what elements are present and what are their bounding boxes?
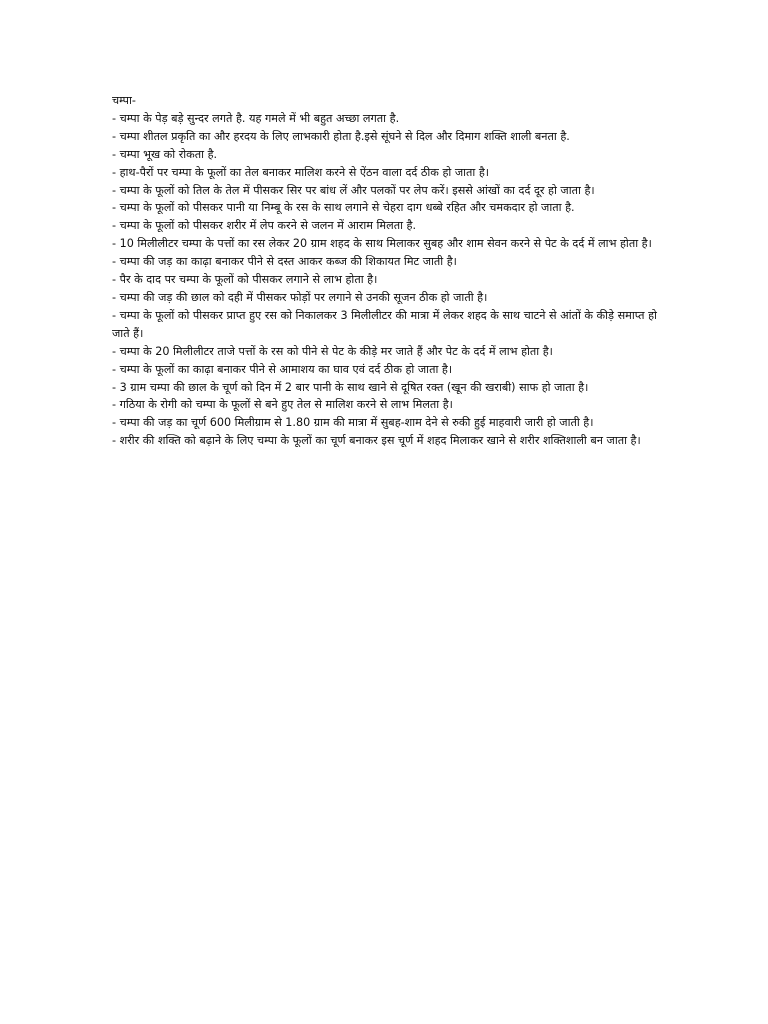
remedy-line: - चम्पा के पेड़ बड़े सुन्दर लगते है. यह गमले में भी बहुत अच्छा लगता है. bbox=[112, 111, 400, 125]
remedy-line: - पैर के दाद पर चम्पा के फूलों को पीसकर लगाने से लाभ होता है। bbox=[112, 273, 378, 287]
remedy-line: - हाथ-पैरों पर चम्पा के फूलों का तेल बनाकर मालिश करने से ऐंठन वाला दर्द ठीक हो जाता है। bbox=[112, 165, 490, 179]
remedy-line: - चम्पा के 20 मिलीलीटर ताजे पत्तों के रस को पीने से पेट के कीड़े मर जाते हैं और पेट के दर्द में लाभ होता है। bbox=[112, 344, 553, 358]
remedy-line: - चम्पा की जड़ का चूर्ण 600 मिलीग्राम से 1.80 ग्राम की मात्रा में सुबह-शाम देने से रुकी हुई माहवारी जारी हो जाती है। bbox=[112, 416, 594, 430]
remedy-line: - चम्पा के फूलों को तिल के तेल में पीसकर सिर पर बांध लें और पलकों पर लेप करें। इससे आंखों का दर्द दूर हो जाता है। bbox=[112, 183, 595, 197]
remedy-line: - चम्पा के फूलों को पीसकर प्राप्त हुए रस को निकालकर 3 मिलीलीटर की मात्रा में लेकर शहद के साथ चाटने से आंतों के कीड़े समाप्त हो जाते हैं। bbox=[112, 308, 657, 340]
remedy-line: - चम्पा की जड़ की छाल को दही में पीसकर फोड़ों पर लगाने से उनकी सूजन ठीक हो जाती है। bbox=[112, 290, 488, 304]
remedy-line: - 10 मिलीलीटर चम्पा के पत्तों का रस लेकर 20 ग्राम शहद के साथ मिलाकर सुबह और शाम सेवन करने से पेट के दर्द में लाभ होता है। bbox=[112, 237, 652, 251]
document-title: चम्पा- bbox=[112, 94, 136, 107]
remedy-line: - गठिया के रोगी को चम्पा के फूलों से बने हुए तेल से मालिश करने से लाभ मिलता है। bbox=[112, 398, 453, 412]
remedy-line: - चम्पा भूख को रोकता है. bbox=[112, 147, 218, 161]
remedy-line: - 3 ग्राम चम्पा की छाल के चूर्ण को दिन में 2 बार पानी के साथ खाने से दूषित रक्त (खून की खराबी) साफ हो जाता है। bbox=[112, 380, 589, 394]
document-body bbox=[112, 92, 668, 450]
remedy-line: - चम्पा शीतल प्रकृति का और हरदय के लिए लाभकारी होता है.इसे सूंघने से दिल और दिमाग शक्ति शाली बनता है. bbox=[112, 129, 570, 143]
remedy-line: - चम्पा के फूलों को पीसकर शरीर में लेप करने से जलन में आराम मिलता है. bbox=[112, 219, 417, 233]
remedy-line: - चम्पा की जड़ का काढ़ा बनाकर पीने से दस्त आकर कब्ज की शिकायत मिट जाती है। bbox=[112, 255, 457, 269]
remedy-line: - शरीर की शक्ति को बढ़ाने के लिए चम्पा के फूलों का चूर्ण बनाकर इस चूर्ण में शहद मिलाकर खाने से शरीर शक्तिशाली बन जाता है। bbox=[112, 434, 641, 448]
remedy-line: - चम्पा के फूलों का काढ़ा बनाकर पीने से आमाशय का घाव एवं दर्द ठीक हो जाता है। bbox=[112, 362, 453, 376]
remedy-line: - चम्पा के फूलों को पीसकर पानी या निम्बू के रस के साथ लगाने से चेहरा दाग धब्बे रहित और चमकदार हो जाता है. bbox=[112, 201, 575, 215]
